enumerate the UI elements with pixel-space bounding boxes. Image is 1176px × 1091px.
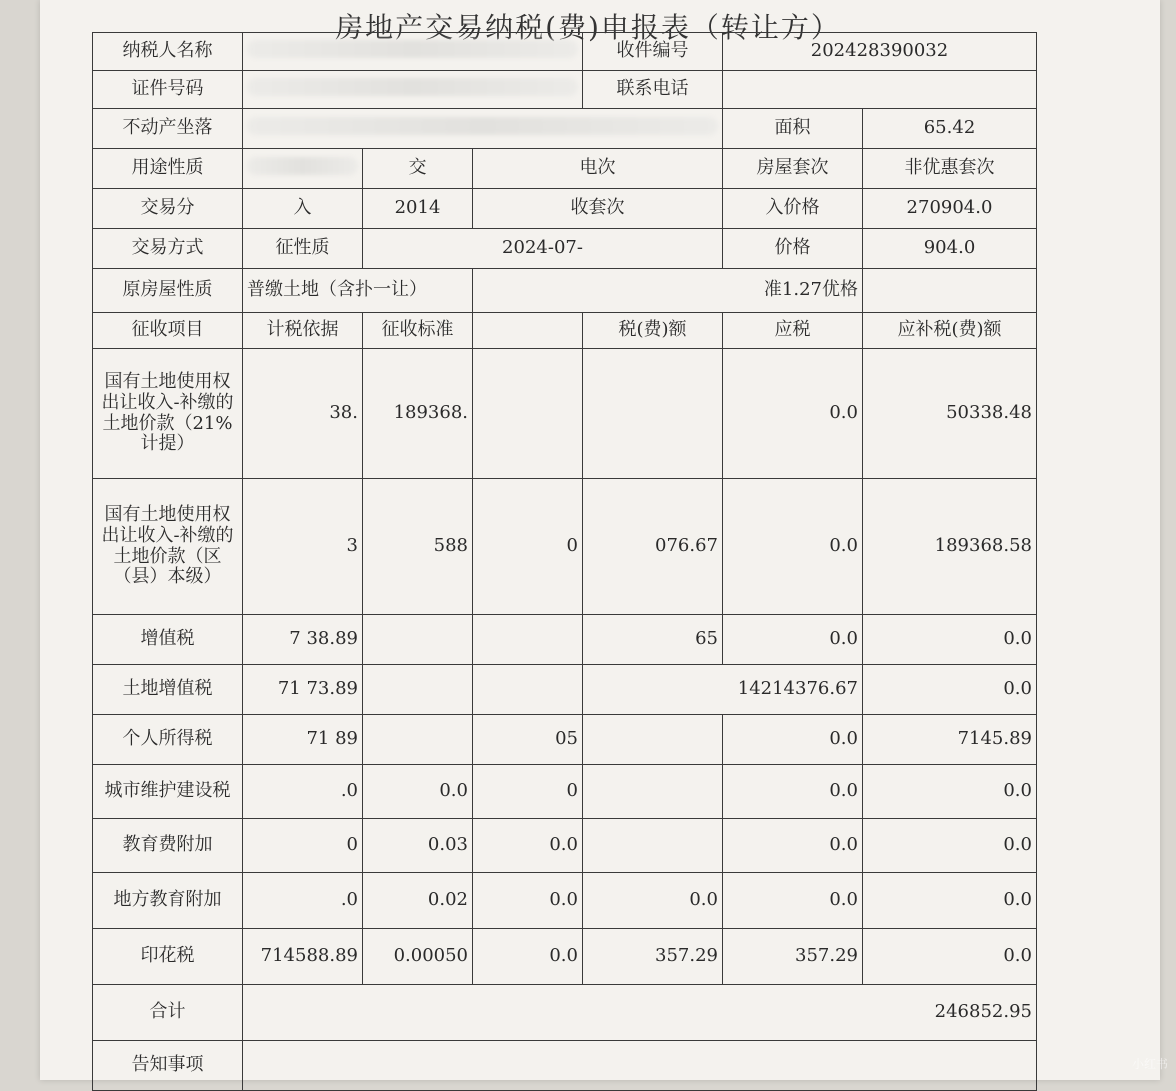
usage-value: [243, 149, 363, 189]
row-due: 0.0: [863, 765, 1037, 819]
row-mid1: [363, 615, 473, 665]
row-paid: 0.0: [723, 349, 863, 479]
row-due: 7145.89: [863, 715, 1037, 765]
housing-count-label: 房屋套次: [723, 149, 863, 189]
row-mid2: 0.0: [473, 819, 583, 873]
watermark-logo: 小红书: [1132, 1055, 1168, 1072]
row-mid2: [473, 349, 583, 479]
notice-label: 告知事项: [93, 1041, 243, 1091]
table-row: [93, 615, 1037, 665]
area-value: 65.42: [863, 109, 1037, 149]
usage-fragment-2: 电次: [473, 149, 723, 189]
method-date: 2024-07-: [363, 229, 723, 269]
row-basis: 3: [243, 479, 363, 615]
form-title: 房地产交易纳税(费)申报表（转让方）: [0, 6, 1176, 46]
row-mid1: 0.0: [363, 765, 473, 819]
receipt-no-value: 202428390032: [723, 33, 1037, 71]
row-basis: 0: [243, 819, 363, 873]
row-paid: 0.0: [723, 479, 863, 615]
transaction-share-label: 交易分: [93, 189, 243, 229]
row-taxpayer-name: [93, 33, 1037, 71]
contact-phone-value: [723, 71, 1037, 109]
usage-label: 用途性质: [93, 149, 243, 189]
method-value: 征性质: [243, 229, 363, 269]
price-label: 价格: [723, 229, 863, 269]
tax-form-table: [92, 32, 1037, 1091]
share-fragment: 入: [243, 189, 363, 229]
row-basis: 7 38.89: [243, 615, 363, 665]
property-location-label: 不动产坐落: [93, 109, 243, 149]
row-location: [93, 109, 1037, 149]
col-payable: 应税: [723, 313, 863, 349]
row-item: 城市维护建设税: [93, 765, 243, 819]
row-original-property: [93, 269, 1037, 313]
row-mid1: 0.03: [363, 819, 473, 873]
row-mid2: 0: [473, 479, 583, 615]
col-tax-fee: 税(费)额: [583, 313, 723, 349]
taxpayer-name-label: 纳税人名称: [93, 33, 243, 71]
row-mid3: [583, 349, 723, 479]
total-row: [93, 985, 1037, 1041]
original-property-label: 原房屋性质: [93, 269, 243, 313]
row-mid3: 65: [583, 615, 723, 665]
row-due: 0.0: [863, 665, 1037, 715]
table-row: [93, 715, 1037, 765]
notice-row: [93, 1041, 1037, 1091]
receipt-no-label: 收件编号: [583, 33, 723, 71]
row-item: 地方教育附加: [93, 873, 243, 929]
row-due: 0.0: [863, 929, 1037, 985]
row-paid: 14214376.67: [583, 665, 863, 715]
row-basis: 71 89: [243, 715, 363, 765]
row-item: 国有土地使用权出让收入-补缴的土地价款（21%计提）: [93, 349, 243, 479]
usage-fragment: 交: [363, 149, 473, 189]
row-column-headers: [93, 313, 1037, 349]
row-item: 增值税: [93, 615, 243, 665]
row-due: 0.0: [863, 819, 1037, 873]
total-value: 246852.95: [243, 985, 1037, 1041]
col-standard: 征收标准: [363, 313, 473, 349]
row-due: 189368.58: [863, 479, 1037, 615]
row-mid3: 076.67: [583, 479, 723, 615]
row-mid2: 0.0: [473, 929, 583, 985]
original-property-value: 普缴土地（含扑一让）: [243, 269, 473, 313]
id-number-value: [243, 71, 583, 109]
prior-price-label: 入价格: [723, 189, 863, 229]
row-mid3: [583, 765, 723, 819]
row-mid2: 0: [473, 765, 583, 819]
table-row: [93, 929, 1037, 985]
row-basis: 71 73.89: [243, 665, 363, 715]
preferential-value: [863, 269, 1037, 313]
preferential-fragment: 准1.27优格: [473, 269, 863, 313]
row-usage: [93, 149, 1037, 189]
taxpayer-name-value: [243, 33, 583, 71]
table-row: [93, 479, 1037, 615]
area-label: 面积: [723, 109, 863, 149]
housing-count-value: 非优惠套次: [863, 149, 1037, 189]
row-method: [93, 229, 1037, 269]
row-mid2: [473, 615, 583, 665]
row-id-number: [93, 71, 1037, 109]
table-row: [93, 765, 1037, 819]
table-row: [93, 819, 1037, 873]
id-number-label: 证件号码: [93, 71, 243, 109]
row-due: 0.0: [863, 873, 1037, 929]
row-item: 印花税: [93, 929, 243, 985]
transaction-method-label: 交易方式: [93, 229, 243, 269]
row-item: 国有土地使用权出让收入-补缴的土地价款（区（县）本级）: [93, 479, 243, 615]
row-share: [93, 189, 1037, 229]
row-item: 教育费附加: [93, 819, 243, 873]
row-mid3: [583, 819, 723, 873]
col-blank: [473, 313, 583, 349]
row-mid2: 0.0: [473, 873, 583, 929]
table-row: [93, 349, 1037, 479]
row-mid1: 588: [363, 479, 473, 615]
row-mid1: 189368.: [363, 349, 473, 479]
price-value: 904.0: [863, 229, 1037, 269]
table-row: [93, 873, 1037, 929]
row-paid: 357.29: [723, 929, 863, 985]
property-location-value: [243, 109, 723, 149]
row-mid2: [473, 665, 583, 715]
share-fragment-2: 收套次: [473, 189, 723, 229]
total-label: 合计: [93, 985, 243, 1041]
row-paid: 0.0: [723, 873, 863, 929]
row-paid: 0.0: [723, 765, 863, 819]
row-paid: 0.0: [723, 615, 863, 665]
table-row: [93, 665, 1037, 715]
contact-phone-label: 联系电话: [583, 71, 723, 109]
row-mid3: 0.0: [583, 873, 723, 929]
row-mid3: 357.29: [583, 929, 723, 985]
row-mid1: 0.02: [363, 873, 473, 929]
col-basis: 计税依据: [243, 313, 363, 349]
row-due: 50338.48: [863, 349, 1037, 479]
row-mid1: 0.00050: [363, 929, 473, 985]
row-due: 0.0: [863, 615, 1037, 665]
row-mid1: [363, 715, 473, 765]
prior-price-value: 270904.0: [863, 189, 1037, 229]
share-year: 2014: [363, 189, 473, 229]
row-mid1: [363, 665, 473, 715]
row-item: 土地增值税: [93, 665, 243, 715]
row-paid: 0.0: [723, 715, 863, 765]
row-mid2: 05: [473, 715, 583, 765]
row-basis: 714588.89: [243, 929, 363, 985]
col-due: 应补税(费)额: [863, 313, 1037, 349]
row-basis: 38.: [243, 349, 363, 479]
col-item: 征收项目: [93, 313, 243, 349]
row-mid3: [583, 715, 723, 765]
notice-value: [243, 1041, 1037, 1091]
row-basis: .0: [243, 873, 363, 929]
row-item: 个人所得税: [93, 715, 243, 765]
row-paid: 0.0: [723, 819, 863, 873]
row-basis: .0: [243, 765, 363, 819]
